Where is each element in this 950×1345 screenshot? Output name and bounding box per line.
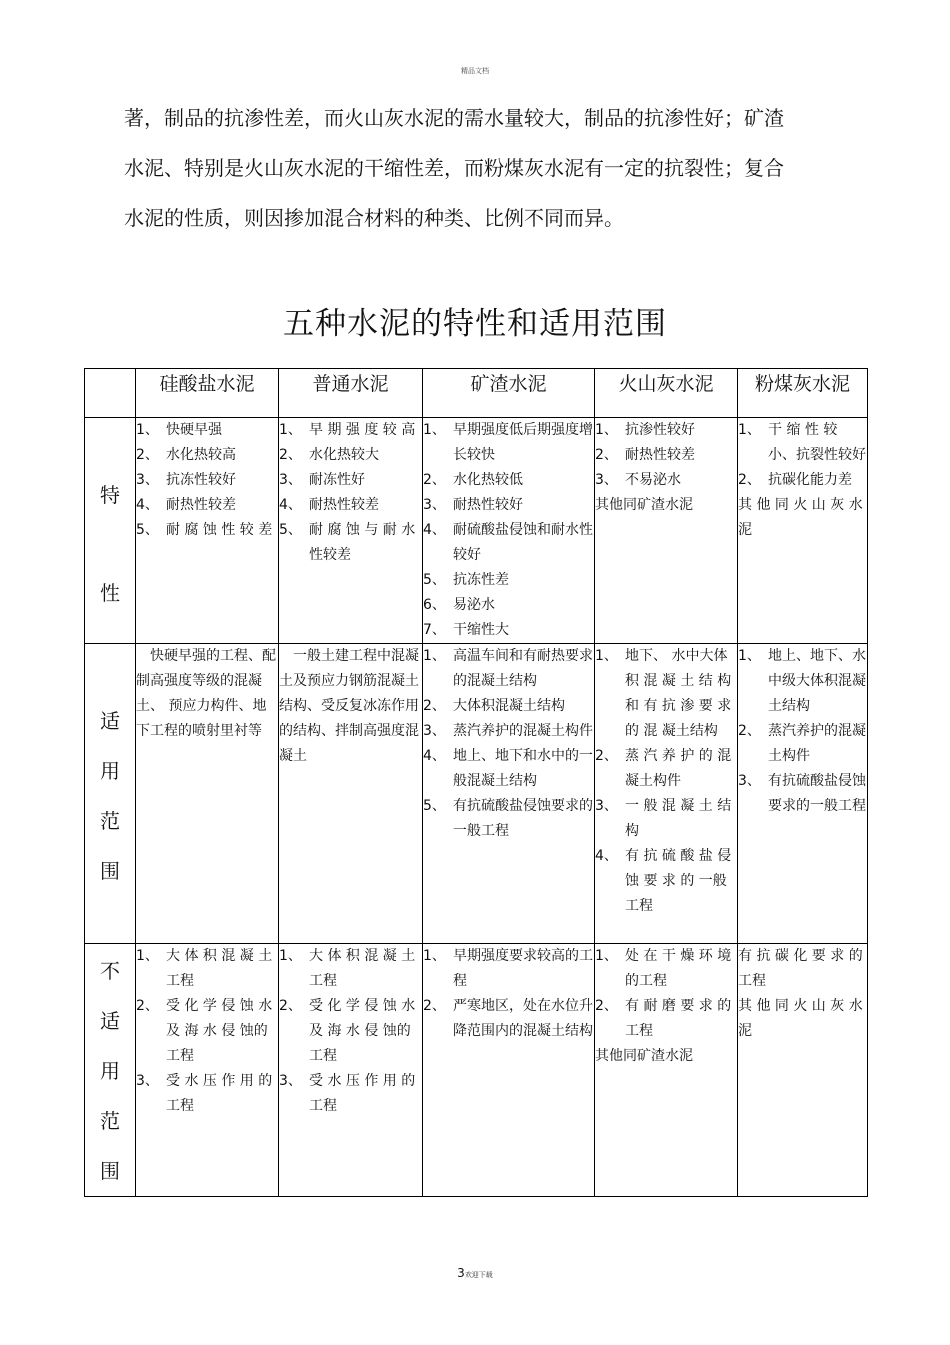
table-cell xyxy=(738,418,868,644)
item-number: 3、 xyxy=(595,798,618,814)
list-item xyxy=(279,1069,422,1119)
item-number: 3、 xyxy=(136,1073,159,1089)
item-number: 1、 xyxy=(595,648,618,664)
header-row xyxy=(85,369,868,418)
item-number: 2、 xyxy=(423,472,446,488)
list-item xyxy=(595,994,737,1044)
list-item xyxy=(423,618,594,643)
row-label-applicable xyxy=(85,644,136,944)
item-text: 大体积混凝土结构 xyxy=(453,698,565,714)
list-item xyxy=(136,493,278,518)
item-number: 2、 xyxy=(136,998,159,1014)
list-item xyxy=(423,468,594,493)
item-number: 3、 xyxy=(738,773,761,789)
list-item xyxy=(738,418,867,468)
item-text: 早 期 强 度 较 高 xyxy=(309,422,416,438)
list-item xyxy=(595,418,737,443)
item-text: 干缩性大 xyxy=(453,622,509,638)
table-title: 五种水泥的特性和适用范围 xyxy=(283,306,667,342)
list-item xyxy=(279,418,422,443)
item-number: 2、 xyxy=(423,998,446,1014)
item-number: 1、 xyxy=(136,948,159,964)
item-text: 耐热性较差 xyxy=(309,497,379,513)
item-number: 5、 xyxy=(279,522,302,538)
table-row xyxy=(85,644,868,944)
item-text: 一 般 混 凝 土 结构 xyxy=(625,798,732,839)
table-cell xyxy=(136,944,279,1197)
page-number: 3 xyxy=(457,1266,465,1280)
item-text: 耐热性较好 xyxy=(453,497,523,513)
row-label-char: 特 xyxy=(100,483,120,507)
item-number: 3、 xyxy=(279,1073,302,1089)
item-text: 高温车间和有耐热要求的混凝土结构 xyxy=(453,648,593,689)
item-text: 蒸汽养护的混凝土构件 xyxy=(453,723,593,739)
item-text: 地下、 水中大体 积 混 凝 土 结 构 和 有 抗 渗 要 求 的 混 凝土结构 xyxy=(625,648,732,739)
table-cell xyxy=(136,418,279,644)
item-number: 3、 xyxy=(279,472,302,488)
item-text: 蒸汽养护的混凝土构件 xyxy=(768,723,866,764)
table-cell xyxy=(279,944,423,1197)
item-number: 3、 xyxy=(136,472,159,488)
list-item xyxy=(423,593,594,618)
list-item xyxy=(136,418,278,443)
list-item xyxy=(423,719,594,744)
item-number: 1、 xyxy=(423,948,446,964)
item-text: 有 耐 磨 要 求 的工程 xyxy=(625,998,732,1039)
item-number: 1、 xyxy=(595,422,618,438)
item-text: 干 缩 性 较 小、抗裂性较好 xyxy=(768,422,866,463)
list-item xyxy=(423,418,594,468)
list-item xyxy=(595,744,737,794)
item-number: 3、 xyxy=(423,497,446,513)
item-text: 大 体 积 混 凝 土工程 xyxy=(166,948,273,989)
cell-note: 其他同矿渣水泥 xyxy=(595,1048,693,1064)
list-item xyxy=(423,568,594,593)
row-label-char: 不 xyxy=(100,959,120,983)
item-text: 有 抗 硫 酸 盐 侵 蚀 要 求 的 一般工程 xyxy=(625,848,732,914)
item-number: 2、 xyxy=(738,723,761,739)
list-item xyxy=(136,994,278,1069)
list-item xyxy=(423,744,594,794)
list-item xyxy=(423,493,594,518)
table-cell xyxy=(595,418,738,644)
table-cell xyxy=(595,644,738,944)
paragraph-line: 水泥的性质，则因掺加混合材料的种类、比例不同而异。 xyxy=(124,206,624,230)
item-text: 抗冻性较好 xyxy=(166,472,236,488)
cell-text: 一般土建工程中混凝土及预应力钢筋混凝土结构、受反复冰冻作用的结构、拌制高强度混凝土 xyxy=(279,648,419,764)
item-number: 2、 xyxy=(279,447,302,463)
table-row xyxy=(85,418,868,644)
item-number: 1、 xyxy=(738,648,761,664)
item-text: 快硬早强 xyxy=(166,422,222,438)
list-item xyxy=(423,518,594,568)
item-text: 不易泌水 xyxy=(625,472,681,488)
list-item xyxy=(423,694,594,719)
row-label-characteristics xyxy=(85,418,136,644)
footer-text: 欢迎下载 xyxy=(464,1271,493,1279)
list-item xyxy=(738,644,867,719)
item-number: 1、 xyxy=(595,948,618,964)
item-text: 易泌水 xyxy=(453,597,495,613)
table-cell xyxy=(423,644,595,944)
list-item xyxy=(595,644,737,744)
item-number: 2、 xyxy=(595,748,618,764)
item-text: 地上、地下、水中级大体积混凝土结构 xyxy=(768,648,866,714)
list-item xyxy=(423,994,594,1044)
table-cell xyxy=(423,944,595,1197)
list-item xyxy=(595,443,737,468)
item-text: 有抗硫酸盐侵蚀要求的一般工程 xyxy=(453,798,593,839)
list-item xyxy=(595,844,737,919)
item-text: 受 水 压 作 用 的工程 xyxy=(309,1073,416,1114)
list-item xyxy=(279,944,422,994)
list-item xyxy=(595,468,737,493)
item-number: 2、 xyxy=(279,998,302,1014)
table-cell xyxy=(423,418,595,644)
item-number: 2、 xyxy=(738,472,761,488)
paragraph-line: 水泥、特别是火山灰水泥的干缩性差，而粉煤灰水泥有一定的抗裂性；复合 xyxy=(124,156,784,180)
list-item xyxy=(423,944,594,994)
row-label-char: 适 xyxy=(100,1009,120,1033)
row-label-char: 用 xyxy=(100,1059,120,1083)
table-cell xyxy=(279,418,423,644)
cell-text: 有 抗 碳 化 要 求 的工程 xyxy=(738,948,863,989)
item-text: 水化热较大 xyxy=(309,447,379,463)
table-cell xyxy=(595,944,738,1197)
item-text: 水化热较低 xyxy=(453,472,523,488)
item-number: 4、 xyxy=(423,522,446,538)
page-header: 精品文档 xyxy=(461,67,489,75)
item-number: 2、 xyxy=(595,447,618,463)
column-header: 普通水泥 xyxy=(279,369,423,418)
list-item xyxy=(136,443,278,468)
list-item xyxy=(279,493,422,518)
item-number: 6、 xyxy=(423,597,446,613)
item-text: 耐热性较差 xyxy=(625,447,695,463)
row-label-char: 围 xyxy=(100,1159,120,1183)
item-text: 受 化 学 侵 蚀 水 及 海 水 侵 蚀的工程 xyxy=(166,998,273,1064)
table-cell xyxy=(738,644,868,944)
list-item xyxy=(738,719,867,769)
list-item xyxy=(595,794,737,844)
item-number: 2、 xyxy=(136,447,159,463)
list-item xyxy=(738,769,867,819)
item-number: 3、 xyxy=(423,723,446,739)
item-number: 2、 xyxy=(423,698,446,714)
item-text: 耐 腐 蚀 性 较 差 xyxy=(166,522,273,538)
column-header: 火山灰水泥 xyxy=(595,369,738,418)
column-header: 矿渣水泥 xyxy=(423,369,595,418)
item-number: 1、 xyxy=(279,948,302,964)
item-number: 4、 xyxy=(423,748,446,764)
cell-text: 快硬早强的工程、配制高强度等级的混凝土、 预应力构件、地下工程的喷射里衬等 xyxy=(136,648,276,739)
item-text: 处 在 干 燥 环 境的工程 xyxy=(625,948,732,989)
list-item xyxy=(279,994,422,1069)
row-label-char: 范 xyxy=(100,809,120,833)
list-item xyxy=(136,944,278,994)
list-item xyxy=(136,518,278,543)
list-item xyxy=(595,944,737,994)
item-text: 抗冻性差 xyxy=(453,572,509,588)
item-text: 水化热较高 xyxy=(166,447,236,463)
item-number: 4、 xyxy=(595,848,618,864)
item-number: 1、 xyxy=(279,422,302,438)
item-number: 4、 xyxy=(279,497,302,513)
item-text: 受 水 压 作 用 的工程 xyxy=(166,1073,273,1114)
item-text: 耐硫酸盐侵蚀和耐水性较好 xyxy=(453,522,593,563)
row-label-char: 用 xyxy=(100,759,120,783)
list-item xyxy=(136,468,278,493)
corner-cell xyxy=(85,369,136,418)
table-cell xyxy=(136,644,279,944)
intro-paragraph xyxy=(124,93,824,243)
list-item xyxy=(136,1069,278,1119)
item-text: 有抗硫酸盐侵蚀要求的一般工程 xyxy=(768,773,866,814)
cell-note: 其他同矿渣水泥 xyxy=(595,497,693,513)
cement-properties-table xyxy=(84,368,868,1197)
item-text: 严寒地区，处在水位升降范围内的混凝土结构 xyxy=(453,998,593,1039)
list-item xyxy=(279,443,422,468)
list-item xyxy=(279,518,422,568)
item-number: 1、 xyxy=(423,648,446,664)
item-number: 3、 xyxy=(595,472,618,488)
item-text: 地上、地下和水中的一般混凝土结构 xyxy=(453,748,593,789)
row-label-char: 范 xyxy=(100,1109,120,1133)
table-cell xyxy=(279,644,423,944)
item-number: 5、 xyxy=(423,572,446,588)
column-header: 粉煤灰水泥 xyxy=(738,369,868,418)
row-label-char: 性 xyxy=(100,581,120,605)
item-text: 抗碳化能力差 xyxy=(768,472,852,488)
paragraph-line: 著，制品的抗渗性差，而火山灰水泥的需水量较大，制品的抗渗性好；矿渣 xyxy=(124,106,784,130)
item-text: 蒸 汽 养 护 的 混凝土构件 xyxy=(625,748,732,789)
row-label-char: 围 xyxy=(100,859,120,883)
cell-note: 其 他 同 火 山 灰 水泥 xyxy=(738,998,863,1039)
row-label-not-applicable xyxy=(85,944,136,1197)
table-row xyxy=(85,944,868,1197)
item-text: 抗渗性较好 xyxy=(625,422,695,438)
item-text: 早期强度要求较高的工程 xyxy=(453,948,593,989)
list-item xyxy=(279,468,422,493)
item-text: 早期强度低后期强度增长较快 xyxy=(453,422,593,463)
column-header: 硅酸盐水泥 xyxy=(136,369,279,418)
list-item xyxy=(738,468,867,493)
page-footer xyxy=(0,1262,950,1281)
item-number: 5、 xyxy=(423,798,446,814)
item-text: 受 化 学 侵 蚀 水 及 海 水 侵 蚀的工程 xyxy=(309,998,416,1064)
item-text: 大 体 积 混 凝 土工程 xyxy=(309,948,416,989)
table-cell xyxy=(738,944,868,1197)
list-item xyxy=(423,794,594,844)
row-label-char: 适 xyxy=(100,709,120,733)
item-number: 1、 xyxy=(738,422,761,438)
list-item xyxy=(423,644,594,694)
item-text: 耐冻性好 xyxy=(309,472,365,488)
item-number: 1、 xyxy=(136,422,159,438)
item-number: 5、 xyxy=(136,522,159,538)
item-number: 4、 xyxy=(136,497,159,513)
item-number: 1、 xyxy=(423,422,446,438)
item-text: 耐 腐 蚀 与 耐 水性较差 xyxy=(309,522,416,563)
item-text: 耐热性较差 xyxy=(166,497,236,513)
item-number: 7、 xyxy=(423,622,446,638)
item-number: 2、 xyxy=(595,998,618,1014)
cell-note: 其 他 同 火 山 灰 水泥 xyxy=(738,497,863,538)
